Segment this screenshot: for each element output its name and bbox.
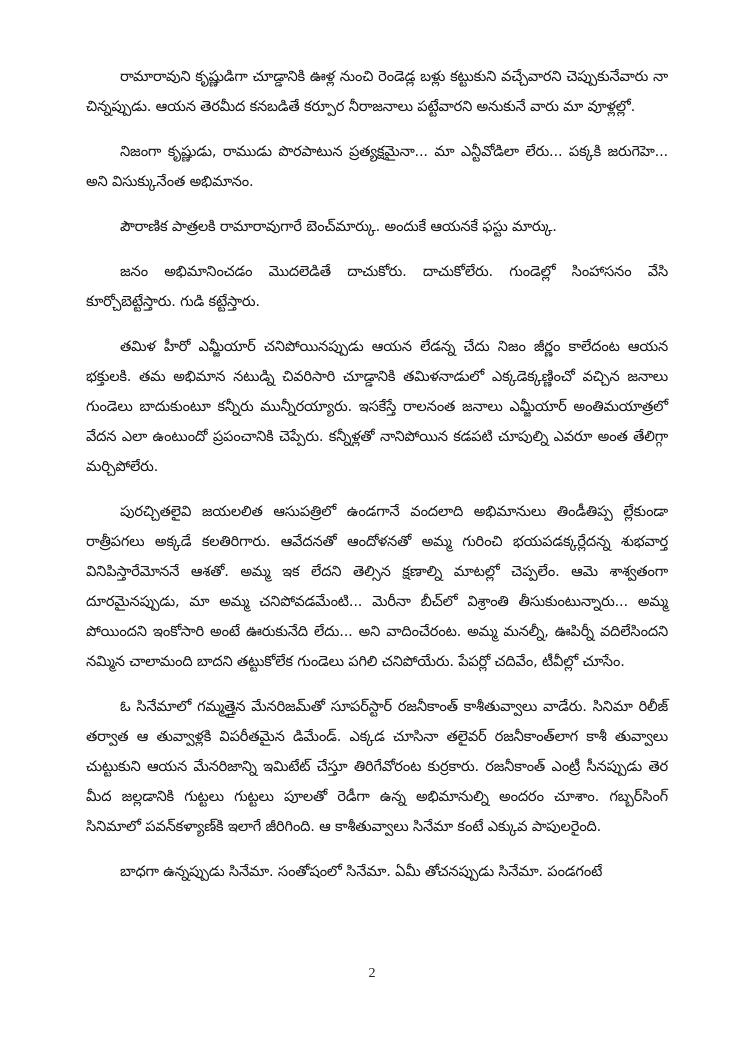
- paragraph: నిజంగా కృష్ణుడు, రాముడు పొరపాటున ప్రత్యక్షమైనా... మా ఎన్టీవోడిలా లేరు... పక్కకి జరుగెహె... అని విసుక్కునేంత అభిమానం.: [86, 143, 668, 190]
- paragraph: బాధగా ఉన్నప్పుడు సినేమా. సంతోషంలో సినేమా. ఏమీ తోచనప్పుడు సినేమా. పండగంటే: [120, 863, 603, 880]
- paragraph: రామారావుని కృష్ణుడిగా చూడ్డానికి ఊళ్ల నుంచి రెండెడ్ల బళ్లు కట్టుకుని వచ్చేవారని చెప్పుకునేవారు నా చిన్నప్పుడు. ఆయన తెరమీద కనబడితే కర్పూర నీరాజనాలు పట్టేవారని అనుకునే వారు మా వూళ్లల్లో.: [86, 68, 668, 115]
- paragraph: పౌరాణిక పాత్రలకి రామారావుగారే బెంచ్‌మార్కు. అందుకే ఆయనకే ఫస్టు మార్కు.: [120, 218, 557, 235]
- page-number: 2: [368, 966, 376, 981]
- paragraph: జనం అభిమానించడం మొదలెడితే దాచుకోరు. దాచుకోలేరు. గుండెల్లో సింహాసనం వేసి కూర్చోబెట్టేస్తారు. గుడి కట్టేస్తారు.: [86, 263, 668, 310]
- paragraph: తమిళ హీరో ఎమ్జీయార్ చనిపోయినప్పుడు ఆయన లేడన్న చేదు నిజం జీర్ణం కాలేదంట ఆయన భక్తులకి. తమ అభిమాన నటుడ్ని చివరిసారి చూడ్డానికి తమిళనాడులో ఎక్కడెక్కణ్ణించో వచ్చిన జనాలు గుండెలు బాదుకుంటూ కన్నీరు మున్నీరయ్యారు. ఇసకేస్తే రాలనంత జనాలు ఎమ్జీయార్ అంతిమయాత్రలో వేదన ఎలా ఉంటుందో ప్రపంచానికి చెప్పేరు. కన్నీళ్లతో నానిపోయిన కడపటి చూపుల్ని ఎవరూ అంత తేలిగ్గా మర్చిపోలేరు.: [86, 338, 668, 475]
- paragraph: ఓ సినేమాలో గమ్మత్తైన మేనరిజమ్‌తో సూపర్‌స్టార్ రజనీకాంత్ కాశీతువ్వాలు వాడేరు. సినిమా రిలీజ్ తర్వాత ఆ తువ్వాళ్లకి విపరీతమైన డిమేండ్. ఎక్కడ చూసినా తలైవర్ రజనీకాంత్‌లాగ కాశీ తువ్వాలు చుట్టుకుని ఆయన మేనరిజాన్ని ఇమిటేట్ చేస్తూ తిరిగేవోరంట కుర్రకారు. రజనీకాంత్ ఎంట్రీ సీనప్పుడు తెర మీద జల్లడానికి గుట్టలు గుట్టలు పూలతో రెడీగా ఉన్న అభిమానుల్ని అందరం చూశాం. గబ్బర్‌సింగ్ సినిమాలో పవన్‌కళ్యాణ్‌కి ఇలాగే జీరిగింది. ఆ కాశీతువ్వాలు సినేమా కంటే ఎక్కువ పాపులరైంది.: [86, 698, 668, 835]
- paragraph: పురచ్చితలైవి జయలలిత ఆసుపత్రిలో ఉండగానే వందలాది అభిమానులు తిండీతిప్ప ల్లేకుండా రాత్రీపగలు అక్కడే కలతిరిగారు. ఆవేదనతో ఆందోళనతో అమ్మ గురించి భయపడక్కర్లేదన్న శుభవార్త వినిపిస్తారేమోననే ఆశతో. అమ్మ ఇక లేదని తెల్సిన క్షణాల్ని మాటల్లో చెప్పలేం. ఆమె శాశ్వతంగా దూరమైనప్పుడు, మా అమ్మ చనిపోవడమేంటి... మెరీనా బీచ్‌లో విశ్రాంతి తీసుకుంటున్నారు... అమ్మ పోయిందని ఇంకోసారి అంటే ఊరుకునేది లేదు... అని వాదించేరంట. అమ్మ మనల్నీ, ఊపిర్నీ వదిలేసిందని నమ్మిన చాలామంది బాదని తట్టుకోలేక గుండెలు పగిలి చనిపోయేరు. పేపర్లో చదివేం, టీవీల్లో చూసేం.: [86, 503, 668, 670]
- body-text: [86, 62, 668, 902]
